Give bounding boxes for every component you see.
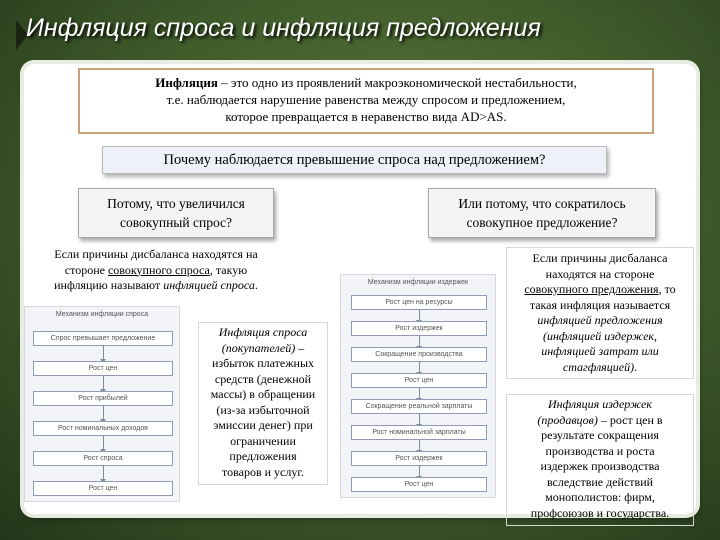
cause-supply-box <box>428 188 656 238</box>
supply-text-line-7: инфляцией затрат или <box>541 344 659 358</box>
demand-inflation-definition <box>198 322 328 485</box>
demand-def-buyers: (покупателей) <box>221 340 296 355</box>
title-bar <box>0 0 720 62</box>
definition-line-3: которое превращается в неравенство вида AD>AS. <box>225 109 507 124</box>
cost-arrow-icon <box>419 388 420 399</box>
demand-def-line-2 <box>199 341 327 357</box>
demand-text-line-2a: стороне <box>64 262 108 277</box>
supply-text-line-5: инфляцией предложения <box>537 313 663 327</box>
cost-step: Рост цен <box>351 477 487 492</box>
cost-step: Рост издержек <box>351 451 487 466</box>
cost-arrow-icon <box>419 362 420 373</box>
supply-text-line-2: находятся на стороне <box>545 266 655 281</box>
cost-def-line-2b: – рост цен в <box>597 412 663 427</box>
cost-mechanism-title: Механизм инфляции издержек <box>367 279 469 286</box>
supply-inflation-text <box>506 247 694 379</box>
demand-text-line-3a: инфляцию называют <box>54 278 164 292</box>
demand-def-line: средств (денежной <box>214 371 312 386</box>
cost-arrow-icon <box>419 336 420 347</box>
demand-step: Рост прибылей <box>33 391 173 406</box>
cost-arrow-icon <box>419 440 420 451</box>
cost-def-line-2 <box>507 413 693 429</box>
cause-demand-line-2: совокупный спрос? <box>119 215 233 230</box>
cause-demand-box <box>78 188 274 238</box>
cost-def-sellers: (продавцов) <box>537 412 598 427</box>
cost-arrow-icon <box>419 466 420 477</box>
demand-def-line: (из-за избыточной <box>216 402 310 417</box>
cost-def-line: производства и роста <box>545 443 655 458</box>
demand-def-line: эмиссии денег) при <box>213 418 313 432</box>
demand-arrow-icon <box>103 436 104 450</box>
demand-def-line: товаров и услуг. <box>222 464 304 479</box>
definition-line-1 <box>80 74 652 91</box>
demand-def-dash: – <box>295 340 305 355</box>
demand-step: Рост номинальных доходов <box>33 421 173 436</box>
cost-def-line: вследствие действий <box>546 474 654 489</box>
cost-inflation-definition <box>506 394 694 526</box>
demand-mechanism-diagram <box>24 306 180 502</box>
cause-demand-line-1: Потому, что увеличился <box>107 196 245 211</box>
demand-arrow-icon <box>103 466 104 480</box>
cost-def-term: Инфляция издержек <box>548 397 652 411</box>
supply-text-line-4: такая инфляция называется <box>529 297 671 312</box>
supply-text-line-8 <box>507 360 693 376</box>
cost-step: Рост номинальной зарплаты <box>351 425 487 440</box>
supply-text-line-1: Если причины дисбаланса <box>532 251 668 265</box>
definition-line-1-rest: – это одно из проявлений макроэкономической нестабильности, <box>217 75 577 90</box>
demand-text-line-2b: , такую <box>209 262 248 277</box>
cost-step: Рост цен <box>351 373 487 388</box>
demand-text-line-3 <box>30 278 282 294</box>
demand-text-line-2 <box>30 263 282 279</box>
demand-step: Рост цен <box>33 481 173 496</box>
demand-def-line: предложения <box>229 449 297 463</box>
definition-line-2: т.е. наблюдается нарушение равенства между спросом и предложением, <box>166 92 566 107</box>
demand-text-line-3b: . <box>254 278 258 292</box>
supply-text-line-3 <box>507 282 693 298</box>
demand-step: Спрос превышает предложение <box>33 331 173 346</box>
demand-mechanism-title: Механизм инфляции спроса <box>55 311 149 318</box>
definition-box <box>78 68 654 134</box>
definition-term: Инфляция <box>155 75 218 90</box>
supply-text-line-8b: . <box>634 359 638 374</box>
demand-def-term: Инфляция спроса <box>218 325 308 339</box>
demand-step: Рост спроса <box>33 451 173 466</box>
cost-def-line: результате сокращения <box>541 428 659 442</box>
demand-text-aggregate-demand: совокупного спроса <box>107 262 210 277</box>
demand-arrow-icon <box>103 376 104 390</box>
question-box: Почему наблюдается превышение спроса над предложением? <box>102 146 607 174</box>
cost-step: Сокращение реальной зарплаты <box>351 399 487 414</box>
cost-arrow-icon <box>419 310 420 321</box>
demand-text-term: инфляцией спроса <box>163 278 255 292</box>
cost-arrow-icon <box>419 414 420 425</box>
supply-text-line-6: (инфляцией издержек, <box>542 328 658 343</box>
cost-step: Сокращение производства <box>351 347 487 362</box>
supply-text-aggregate-supply: совокупного предложения <box>524 282 659 296</box>
slide-title: Инфляция спроса и инфляция предложения <box>26 14 541 42</box>
supply-text-line-3b: , то <box>658 282 676 296</box>
cost-def-line: монополистов: фирм, <box>545 490 655 504</box>
demand-def-line: массы) в обращении <box>210 387 316 401</box>
demand-arrow-icon <box>103 346 104 360</box>
demand-step: Рост цен <box>33 361 173 376</box>
cause-supply-line-1: Или потому, что сократилось <box>458 196 626 211</box>
cause-supply-line-2: совокупное предложение? <box>466 215 618 230</box>
cost-step: Рост цен на ресурсы <box>351 295 487 310</box>
demand-inflation-text <box>30 247 282 294</box>
cost-def-line: профсоюзов и государства. <box>530 505 670 520</box>
demand-arrow-icon <box>103 406 104 420</box>
supply-text-stagflation: стагфляцией) <box>562 359 635 374</box>
demand-def-line: избыток платежных <box>211 356 315 370</box>
cost-def-line: издержек производства <box>540 459 660 473</box>
demand-def-line: ограничении <box>230 433 296 448</box>
cost-step: Рост издержек <box>351 321 487 336</box>
demand-text-line-1: Если причины дисбаланса находятся на <box>54 247 258 261</box>
cost-mechanism-diagram <box>340 274 496 498</box>
